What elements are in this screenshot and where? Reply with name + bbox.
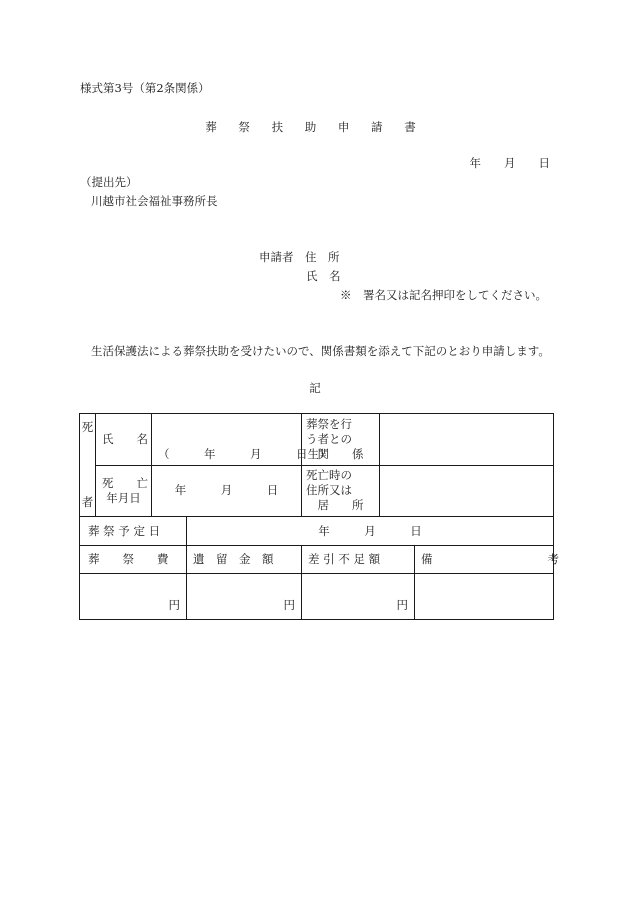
date-line: 年 月 日 [469, 156, 550, 170]
table-row [80, 465, 554, 517]
remarks-field[interactable] [415, 574, 554, 620]
remarks-label: 備 考 [415, 546, 554, 574]
address-at-death-field[interactable] [380, 465, 554, 517]
deceased-char-bottom: 者 [81, 495, 94, 509]
yen-unit: 円 [396, 598, 409, 612]
address-at-death-line1: 死亡時の [306, 468, 353, 483]
scheduled-date-field[interactable] [187, 517, 554, 546]
table-row [80, 517, 554, 546]
table-row [80, 546, 554, 574]
birth-date: （ 年 月 日生） [158, 446, 331, 461]
relation-label-line2: う者との [306, 431, 353, 446]
scheduled-date-value: 年 月 日 [318, 523, 422, 538]
deceased-char-top: 死 [81, 420, 94, 434]
submit-to-label: （提出先） [80, 175, 138, 189]
funeral-cost-label: 葬 祭 費 [80, 546, 187, 574]
application-table [79, 413, 560, 620]
signature-note: ※ 署名又は記名押印をしてください。 [340, 288, 547, 302]
recipient: 川越市社会福祉事務所長 [91, 194, 218, 208]
relation-field[interactable] [380, 414, 554, 466]
document-title: 葬 祭 扶 助 申 請 書 [205, 120, 425, 134]
form-number: 様式第3号（第2条関係） [80, 81, 210, 95]
table-row [80, 414, 554, 466]
address-at-death-line2: 住所又は [306, 483, 353, 498]
ki-heading: 記 [309, 381, 321, 395]
deceased-label-cell [80, 414, 96, 517]
applicant-name-label: 氏 名 [306, 269, 341, 283]
yen-unit: 円 [283, 598, 296, 612]
applicant-address-label: 申請者 住 所 [259, 250, 340, 264]
address-at-death-label [302, 465, 380, 517]
address-at-death-line3: 居 所 [317, 498, 364, 513]
shortfall-field[interactable] [302, 574, 415, 620]
table-row [80, 574, 554, 620]
remaining-money-label: 遺 留 金 額 [187, 546, 302, 574]
death-date-field[interactable] [152, 465, 302, 517]
remaining-money-field[interactable] [187, 574, 302, 620]
death-date-label-line1: 死 亡 [102, 475, 148, 490]
relation-label-line3: 関 係 [317, 446, 364, 461]
name-label: 氏 名 [96, 414, 152, 466]
death-date: 年 月 日 [174, 483, 279, 498]
application-statement: 生活保護法による葬祭扶助を受けたいので、関係書類を添えて下記のとおり申請します。 [91, 344, 550, 358]
funeral-cost-field[interactable] [80, 574, 187, 620]
death-date-label-line2: 年月日 [106, 490, 141, 505]
death-date-label [96, 465, 152, 517]
yen-unit: 円 [168, 598, 180, 612]
scheduled-date-label: 葬 祭 予 定 日 [80, 517, 187, 546]
shortfall-label: 差 引 不 足 額 [302, 546, 415, 574]
relation-label-line1: 葬祭を行 [306, 416, 353, 431]
